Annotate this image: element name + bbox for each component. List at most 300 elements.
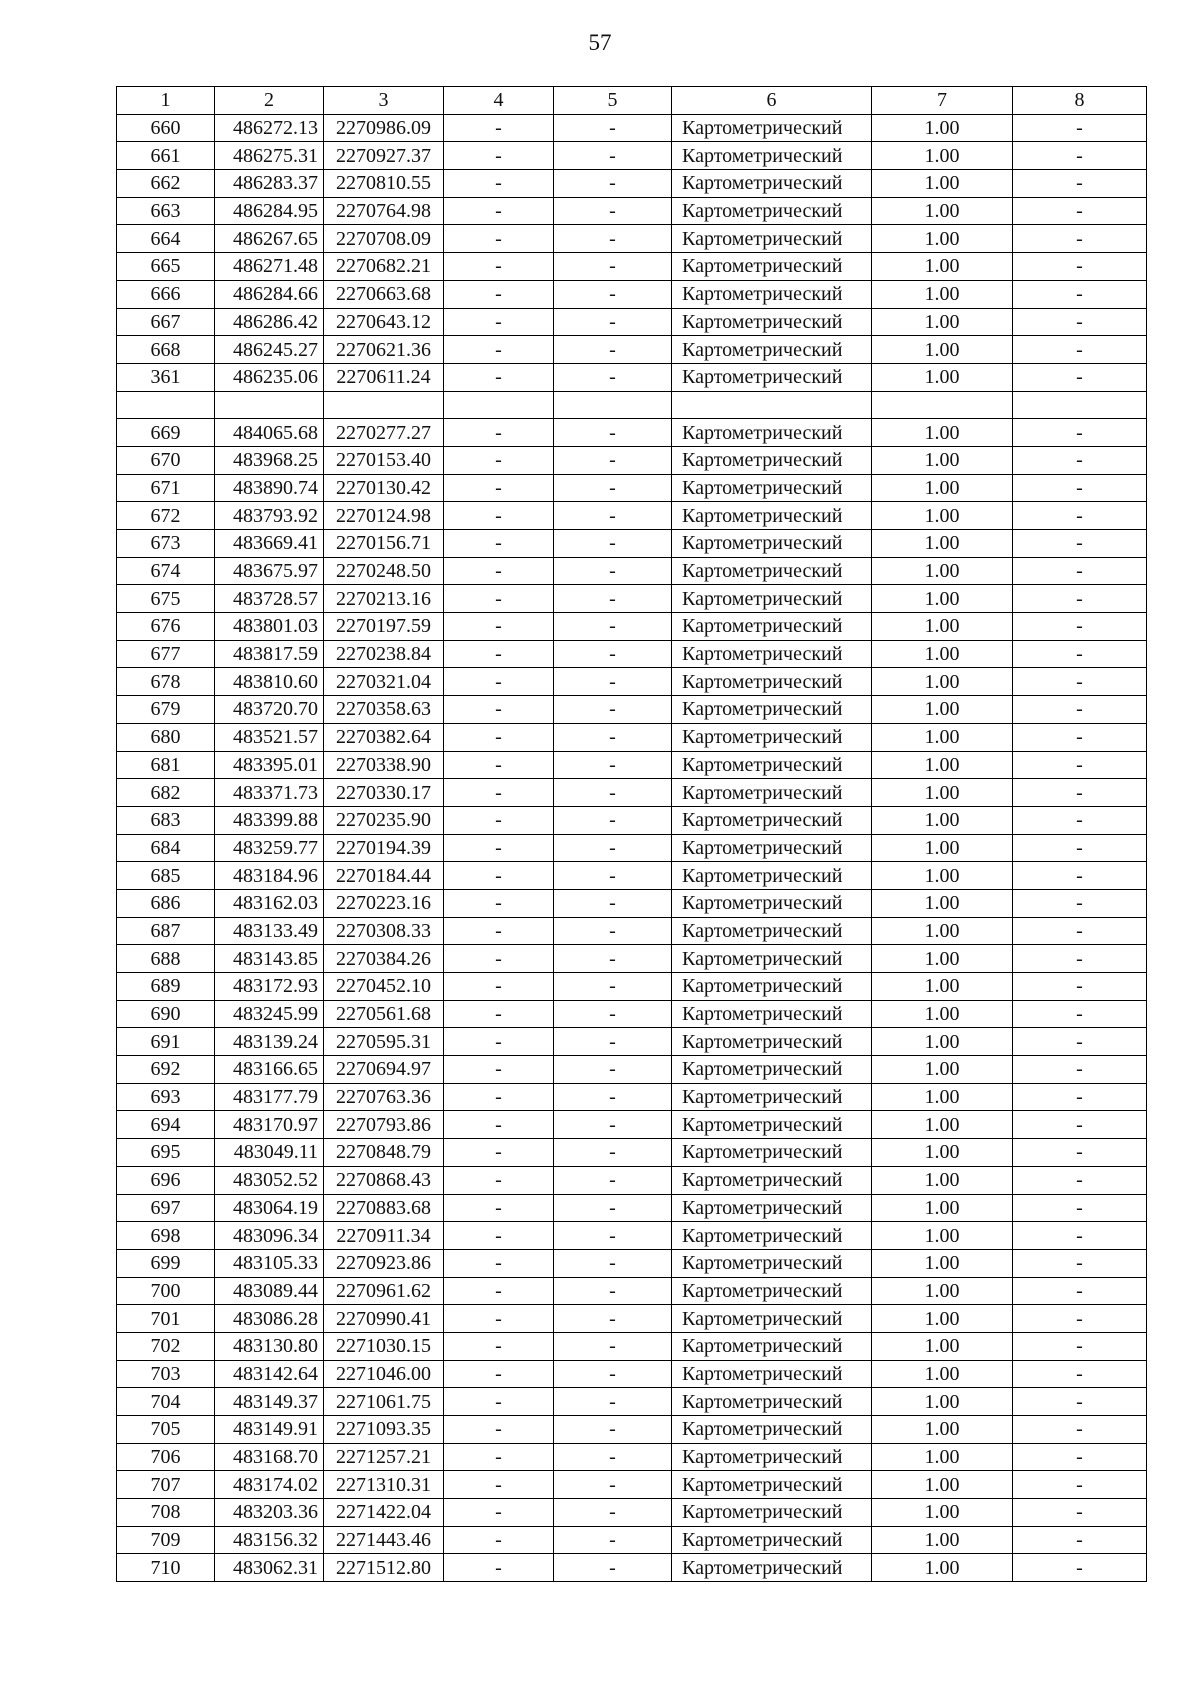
coord-y-cell: 2270764.98 xyxy=(324,197,444,225)
col8-cell: - xyxy=(1013,1416,1147,1444)
method-cell: Картометрический xyxy=(672,530,872,558)
accuracy-cell: 1.00 xyxy=(872,474,1013,502)
point-number-cell: 710 xyxy=(117,1554,215,1582)
col5-cell: - xyxy=(554,973,672,1001)
table-row xyxy=(117,474,1147,502)
point-number-cell: 677 xyxy=(117,640,215,668)
coord-x-cell: 483968.25 xyxy=(215,446,324,474)
col4-cell: - xyxy=(444,1416,554,1444)
point-number-cell: 664 xyxy=(117,225,215,253)
col8-cell: - xyxy=(1013,585,1147,613)
coord-x-cell: 483170.97 xyxy=(215,1111,324,1139)
col4-cell: - xyxy=(444,197,554,225)
point-number-cell: 680 xyxy=(117,723,215,751)
table-row xyxy=(117,253,1147,281)
col4-cell: - xyxy=(444,502,554,530)
table-row xyxy=(117,1111,1147,1139)
coord-x-cell: 483049.11 xyxy=(215,1139,324,1167)
method-cell: Картометрический xyxy=(672,1554,872,1582)
point-number-cell: 682 xyxy=(117,779,215,807)
coord-y-cell: 2270124.98 xyxy=(324,502,444,530)
point-number-cell: 676 xyxy=(117,613,215,641)
table-row xyxy=(117,1083,1147,1111)
col8-cell: - xyxy=(1013,1222,1147,1250)
accuracy-cell: 1.00 xyxy=(872,142,1013,170)
col5-cell: - xyxy=(554,253,672,281)
accuracy-cell xyxy=(872,391,1013,419)
coord-y-cell: 2270153.40 xyxy=(324,446,444,474)
table-row xyxy=(117,834,1147,862)
method-cell: Картометрический xyxy=(672,1443,872,1471)
coord-y-cell: 2270156.71 xyxy=(324,530,444,558)
coord-x-cell: 483793.92 xyxy=(215,502,324,530)
col8-cell: - xyxy=(1013,1332,1147,1360)
table-row xyxy=(117,280,1147,308)
col4-cell: - xyxy=(444,1056,554,1084)
coord-x-cell: 483156.32 xyxy=(215,1526,324,1554)
col4-cell: - xyxy=(444,973,554,1001)
coord-y-cell: 2270330.17 xyxy=(324,779,444,807)
accuracy-cell: 1.00 xyxy=(872,280,1013,308)
col4-cell: - xyxy=(444,1222,554,1250)
col8-cell: - xyxy=(1013,751,1147,779)
accuracy-cell: 1.00 xyxy=(872,1222,1013,1250)
col8-cell: - xyxy=(1013,1056,1147,1084)
table-row xyxy=(117,585,1147,613)
accuracy-cell: 1.00 xyxy=(872,419,1013,447)
point-number-cell: 698 xyxy=(117,1222,215,1250)
col5-cell: - xyxy=(554,308,672,336)
col5-cell: - xyxy=(554,1443,672,1471)
coord-x-cell: 483177.79 xyxy=(215,1083,324,1111)
point-number-cell: 686 xyxy=(117,889,215,917)
accuracy-cell: 1.00 xyxy=(872,917,1013,945)
method-cell: Картометрический xyxy=(672,1000,872,1028)
col5-cell: - xyxy=(554,1277,672,1305)
table-row xyxy=(117,806,1147,834)
col5-cell: - xyxy=(554,696,672,724)
col8-cell: - xyxy=(1013,862,1147,890)
header-cell: 1 xyxy=(117,87,215,115)
method-cell: Картометрический xyxy=(672,336,872,364)
coord-x-cell: 483142.64 xyxy=(215,1360,324,1388)
col4-cell: - xyxy=(444,253,554,281)
method-cell: Картометрический xyxy=(672,142,872,170)
coord-x-cell: 483801.03 xyxy=(215,613,324,641)
coord-x-cell: 483130.80 xyxy=(215,1332,324,1360)
method-cell: Картометрический xyxy=(672,1305,872,1333)
col5-cell: - xyxy=(554,1526,672,1554)
method-cell: Картометрический xyxy=(672,1249,872,1277)
col5-cell: - xyxy=(554,1166,672,1194)
coord-x-cell: 483086.28 xyxy=(215,1305,324,1333)
col4-cell: - xyxy=(444,1249,554,1277)
accuracy-cell: 1.00 xyxy=(872,862,1013,890)
coord-y-cell: 2270561.68 xyxy=(324,1000,444,1028)
point-number-cell: 688 xyxy=(117,945,215,973)
col5-cell: - xyxy=(554,1499,672,1527)
coord-x-cell xyxy=(215,391,324,419)
col4-cell: - xyxy=(444,1000,554,1028)
coord-x-cell: 483890.74 xyxy=(215,474,324,502)
method-cell: Картометрический xyxy=(672,834,872,862)
method-cell: Картометрический xyxy=(672,640,872,668)
method-cell: Картометрический xyxy=(672,751,872,779)
col4-cell: - xyxy=(444,889,554,917)
table-row xyxy=(117,1056,1147,1084)
coord-y-cell: 2270382.64 xyxy=(324,723,444,751)
coord-x-cell: 486286.42 xyxy=(215,308,324,336)
coord-y-cell: 2271512.80 xyxy=(324,1554,444,1582)
point-number-cell: 699 xyxy=(117,1249,215,1277)
table-row xyxy=(117,170,1147,198)
point-number-cell: 697 xyxy=(117,1194,215,1222)
table-row xyxy=(117,419,1147,447)
accuracy-cell: 1.00 xyxy=(872,889,1013,917)
col4-cell: - xyxy=(444,363,554,391)
col4-cell: - xyxy=(444,862,554,890)
table-row xyxy=(117,557,1147,585)
coord-y-cell: 2270911.34 xyxy=(324,1222,444,1250)
table-body xyxy=(117,114,1147,1581)
method-cell: Картометрический xyxy=(672,280,872,308)
col8-cell: - xyxy=(1013,114,1147,142)
coord-y-cell: 2270694.97 xyxy=(324,1056,444,1084)
col8-cell: - xyxy=(1013,1388,1147,1416)
method-cell: Картометрический xyxy=(672,1139,872,1167)
col5-cell xyxy=(554,391,672,419)
coord-y-cell: 2270223.16 xyxy=(324,889,444,917)
table-row xyxy=(117,945,1147,973)
col8-cell: - xyxy=(1013,1111,1147,1139)
col8-cell: - xyxy=(1013,779,1147,807)
col5-cell: - xyxy=(554,585,672,613)
col5-cell: - xyxy=(554,945,672,973)
col5-cell: - xyxy=(554,1554,672,1582)
coord-y-cell: 2270238.84 xyxy=(324,640,444,668)
col8-cell: - xyxy=(1013,225,1147,253)
point-number-cell: 690 xyxy=(117,1000,215,1028)
coord-y-cell: 2270810.55 xyxy=(324,170,444,198)
table-row xyxy=(117,1305,1147,1333)
method-cell: Картометрический xyxy=(672,1360,872,1388)
table-row xyxy=(117,336,1147,364)
accuracy-cell: 1.00 xyxy=(872,613,1013,641)
coord-x-cell: 483720.70 xyxy=(215,696,324,724)
col5-cell: - xyxy=(554,1056,672,1084)
method-cell: Картометрический xyxy=(672,1056,872,1084)
col8-cell: - xyxy=(1013,917,1147,945)
point-number-cell: 665 xyxy=(117,253,215,281)
coord-y-cell: 2270848.79 xyxy=(324,1139,444,1167)
point-number-cell: 683 xyxy=(117,806,215,834)
col4-cell: - xyxy=(444,1388,554,1416)
table-row xyxy=(117,1554,1147,1582)
method-cell: Картометрический xyxy=(672,668,872,696)
coord-y-cell: 2271030.15 xyxy=(324,1332,444,1360)
point-number-cell: 702 xyxy=(117,1332,215,1360)
table-row xyxy=(117,889,1147,917)
col4-cell: - xyxy=(444,806,554,834)
coord-x-cell: 483259.77 xyxy=(215,834,324,862)
col8-cell: - xyxy=(1013,336,1147,364)
coord-y-cell: 2270277.27 xyxy=(324,419,444,447)
col4-cell: - xyxy=(444,280,554,308)
accuracy-cell: 1.00 xyxy=(872,1139,1013,1167)
accuracy-cell: 1.00 xyxy=(872,1332,1013,1360)
col4-cell: - xyxy=(444,1360,554,1388)
point-number-cell: 704 xyxy=(117,1388,215,1416)
col8-cell: - xyxy=(1013,696,1147,724)
col5-cell: - xyxy=(554,1471,672,1499)
coord-y-cell: 2270248.50 xyxy=(324,557,444,585)
table-row xyxy=(117,1222,1147,1250)
col4-cell: - xyxy=(444,945,554,973)
method-cell: Картометрический xyxy=(672,973,872,1001)
col5-cell: - xyxy=(554,1332,672,1360)
col4-cell: - xyxy=(444,723,554,751)
point-number-cell: 675 xyxy=(117,585,215,613)
coord-x-cell: 484065.68 xyxy=(215,419,324,447)
coord-x-cell: 483089.44 xyxy=(215,1277,324,1305)
col8-cell: - xyxy=(1013,502,1147,530)
coord-y-cell: 2270130.42 xyxy=(324,474,444,502)
accuracy-cell: 1.00 xyxy=(872,1194,1013,1222)
coord-y-cell: 2270923.86 xyxy=(324,1249,444,1277)
col4-cell: - xyxy=(444,917,554,945)
col5-cell: - xyxy=(554,502,672,530)
coord-x-cell: 483166.65 xyxy=(215,1056,324,1084)
point-number-cell: 707 xyxy=(117,1471,215,1499)
coord-x-cell: 483096.34 xyxy=(215,1222,324,1250)
point-number-cell: 709 xyxy=(117,1526,215,1554)
col4-cell: - xyxy=(444,1305,554,1333)
col8-cell: - xyxy=(1013,1305,1147,1333)
table-row xyxy=(117,363,1147,391)
coord-y-cell: 2270452.10 xyxy=(324,973,444,1001)
col5-cell: - xyxy=(554,197,672,225)
point-number-cell: 673 xyxy=(117,530,215,558)
accuracy-cell: 1.00 xyxy=(872,1083,1013,1111)
table-row xyxy=(117,723,1147,751)
table-row xyxy=(117,1332,1147,1360)
coord-x-cell: 483817.59 xyxy=(215,640,324,668)
accuracy-cell: 1.00 xyxy=(872,1277,1013,1305)
point-number-cell: 667 xyxy=(117,308,215,336)
col4-cell: - xyxy=(444,585,554,613)
col5-cell: - xyxy=(554,806,672,834)
col8-cell: - xyxy=(1013,834,1147,862)
col5-cell: - xyxy=(554,640,672,668)
point-number-cell: 660 xyxy=(117,114,215,142)
coord-x-cell: 483149.91 xyxy=(215,1416,324,1444)
col4-cell: - xyxy=(444,308,554,336)
coord-y-cell: 2271046.00 xyxy=(324,1360,444,1388)
col4-cell: - xyxy=(444,1166,554,1194)
point-number-cell: 693 xyxy=(117,1083,215,1111)
point-number-cell: 700 xyxy=(117,1277,215,1305)
table-row xyxy=(117,1166,1147,1194)
coord-y-cell: 2271310.31 xyxy=(324,1471,444,1499)
col5-cell: - xyxy=(554,779,672,807)
point-number-cell: 708 xyxy=(117,1499,215,1527)
col8-cell: - xyxy=(1013,1000,1147,1028)
method-cell: Картометрический xyxy=(672,308,872,336)
point-number-cell: 661 xyxy=(117,142,215,170)
col8-cell: - xyxy=(1013,1083,1147,1111)
point-number-cell: 684 xyxy=(117,834,215,862)
accuracy-cell: 1.00 xyxy=(872,806,1013,834)
method-cell: Картометрический xyxy=(672,1471,872,1499)
coord-x-cell: 486271.48 xyxy=(215,253,324,281)
point-number-cell: 685 xyxy=(117,862,215,890)
accuracy-cell: 1.00 xyxy=(872,945,1013,973)
coord-y-cell: 2271061.75 xyxy=(324,1388,444,1416)
coord-y-cell: 2270194.39 xyxy=(324,834,444,862)
col4-cell: - xyxy=(444,474,554,502)
coord-x-cell: 486284.66 xyxy=(215,280,324,308)
col5-cell: - xyxy=(554,1222,672,1250)
method-cell: Картометрический xyxy=(672,806,872,834)
col4-cell: - xyxy=(444,1277,554,1305)
accuracy-cell: 1.00 xyxy=(872,973,1013,1001)
accuracy-cell: 1.00 xyxy=(872,668,1013,696)
coord-y-cell: 2270927.37 xyxy=(324,142,444,170)
method-cell: Картометрический xyxy=(672,1277,872,1305)
method-cell: Картометрический xyxy=(672,945,872,973)
coord-y-cell: 2270184.44 xyxy=(324,862,444,890)
coord-x-cell: 486267.65 xyxy=(215,225,324,253)
accuracy-cell: 1.00 xyxy=(872,834,1013,862)
table-header-row xyxy=(117,87,1147,115)
method-cell: Картометрический xyxy=(672,557,872,585)
col5-cell: - xyxy=(554,1249,672,1277)
method-cell: Картометрический xyxy=(672,419,872,447)
method-cell: Картометрический xyxy=(672,1416,872,1444)
col4-cell: - xyxy=(444,1194,554,1222)
accuracy-cell: 1.00 xyxy=(872,1000,1013,1028)
table-row xyxy=(117,446,1147,474)
coord-x-cell: 486284.95 xyxy=(215,197,324,225)
header-cell: 7 xyxy=(872,87,1013,115)
col4-cell: - xyxy=(444,779,554,807)
col5-cell: - xyxy=(554,668,672,696)
point-number-cell: 705 xyxy=(117,1416,215,1444)
accuracy-cell: 1.00 xyxy=(872,1471,1013,1499)
method-cell: Картометрический xyxy=(672,502,872,530)
accuracy-cell: 1.00 xyxy=(872,114,1013,142)
coord-y-cell: 2270595.31 xyxy=(324,1028,444,1056)
coord-y-cell: 2271443.46 xyxy=(324,1526,444,1554)
col5-cell: - xyxy=(554,114,672,142)
point-number-cell: 671 xyxy=(117,474,215,502)
col8-cell: - xyxy=(1013,474,1147,502)
method-cell: Картометрический xyxy=(672,253,872,281)
col5-cell: - xyxy=(554,1000,672,1028)
col8-cell: - xyxy=(1013,889,1147,917)
col4-cell: - xyxy=(444,1554,554,1582)
col8-cell: - xyxy=(1013,142,1147,170)
coord-y-cell: 2270990.41 xyxy=(324,1305,444,1333)
table-row xyxy=(117,1277,1147,1305)
coord-y-cell: 2270793.86 xyxy=(324,1111,444,1139)
accuracy-cell: 1.00 xyxy=(872,225,1013,253)
col8-cell: - xyxy=(1013,1166,1147,1194)
col4-cell: - xyxy=(444,142,554,170)
col4-cell xyxy=(444,391,554,419)
method-cell: Картометрический xyxy=(672,1166,872,1194)
col8-cell: - xyxy=(1013,557,1147,585)
coord-x-cell: 483675.97 xyxy=(215,557,324,585)
table-row xyxy=(117,225,1147,253)
col8-cell: - xyxy=(1013,253,1147,281)
method-cell: Картометрический xyxy=(672,779,872,807)
coord-x-cell: 483184.96 xyxy=(215,862,324,890)
col8-cell: - xyxy=(1013,640,1147,668)
table-row xyxy=(117,142,1147,170)
method-cell: Картометрический xyxy=(672,1194,872,1222)
col5-cell: - xyxy=(554,474,672,502)
col4-cell: - xyxy=(444,530,554,558)
col4-cell: - xyxy=(444,751,554,779)
point-number-cell: 681 xyxy=(117,751,215,779)
col5-cell: - xyxy=(554,446,672,474)
accuracy-cell: 1.00 xyxy=(872,336,1013,364)
col8-cell: - xyxy=(1013,1471,1147,1499)
col8-cell: - xyxy=(1013,1360,1147,1388)
col5-cell: - xyxy=(554,1388,672,1416)
coord-y-cell: 2270868.43 xyxy=(324,1166,444,1194)
col4-cell: - xyxy=(444,1499,554,1527)
method-cell xyxy=(672,391,872,419)
col4-cell: - xyxy=(444,1139,554,1167)
accuracy-cell: 1.00 xyxy=(872,1111,1013,1139)
col5-cell: - xyxy=(554,1139,672,1167)
coord-y-cell: 2271422.04 xyxy=(324,1499,444,1527)
method-cell: Картометрический xyxy=(672,1111,872,1139)
col4-cell: - xyxy=(444,696,554,724)
accuracy-cell: 1.00 xyxy=(872,1416,1013,1444)
coord-x-cell: 483143.85 xyxy=(215,945,324,973)
coord-x-cell: 486235.06 xyxy=(215,363,324,391)
table-row xyxy=(117,1416,1147,1444)
point-number-cell: 662 xyxy=(117,170,215,198)
method-cell: Картометрический xyxy=(672,723,872,751)
table-row xyxy=(117,751,1147,779)
accuracy-cell: 1.00 xyxy=(872,1305,1013,1333)
table-row xyxy=(117,1139,1147,1167)
coord-y-cell: 2270338.90 xyxy=(324,751,444,779)
coord-x-cell: 483203.36 xyxy=(215,1499,324,1527)
coord-y-cell: 2270708.09 xyxy=(324,225,444,253)
method-cell: Картометрический xyxy=(672,225,872,253)
point-number-cell: 670 xyxy=(117,446,215,474)
col8-cell: - xyxy=(1013,530,1147,558)
accuracy-cell: 1.00 xyxy=(872,1388,1013,1416)
point-number-cell: 678 xyxy=(117,668,215,696)
col8-cell: - xyxy=(1013,668,1147,696)
col8-cell: - xyxy=(1013,1499,1147,1527)
point-number-cell: 691 xyxy=(117,1028,215,1056)
point-number-cell: 679 xyxy=(117,696,215,724)
col5-cell: - xyxy=(554,723,672,751)
col5-cell: - xyxy=(554,363,672,391)
col5-cell: - xyxy=(554,1028,672,1056)
coord-y-cell xyxy=(324,391,444,419)
accuracy-cell: 1.00 xyxy=(872,1360,1013,1388)
table-row xyxy=(117,973,1147,1001)
point-number-cell: 703 xyxy=(117,1360,215,1388)
